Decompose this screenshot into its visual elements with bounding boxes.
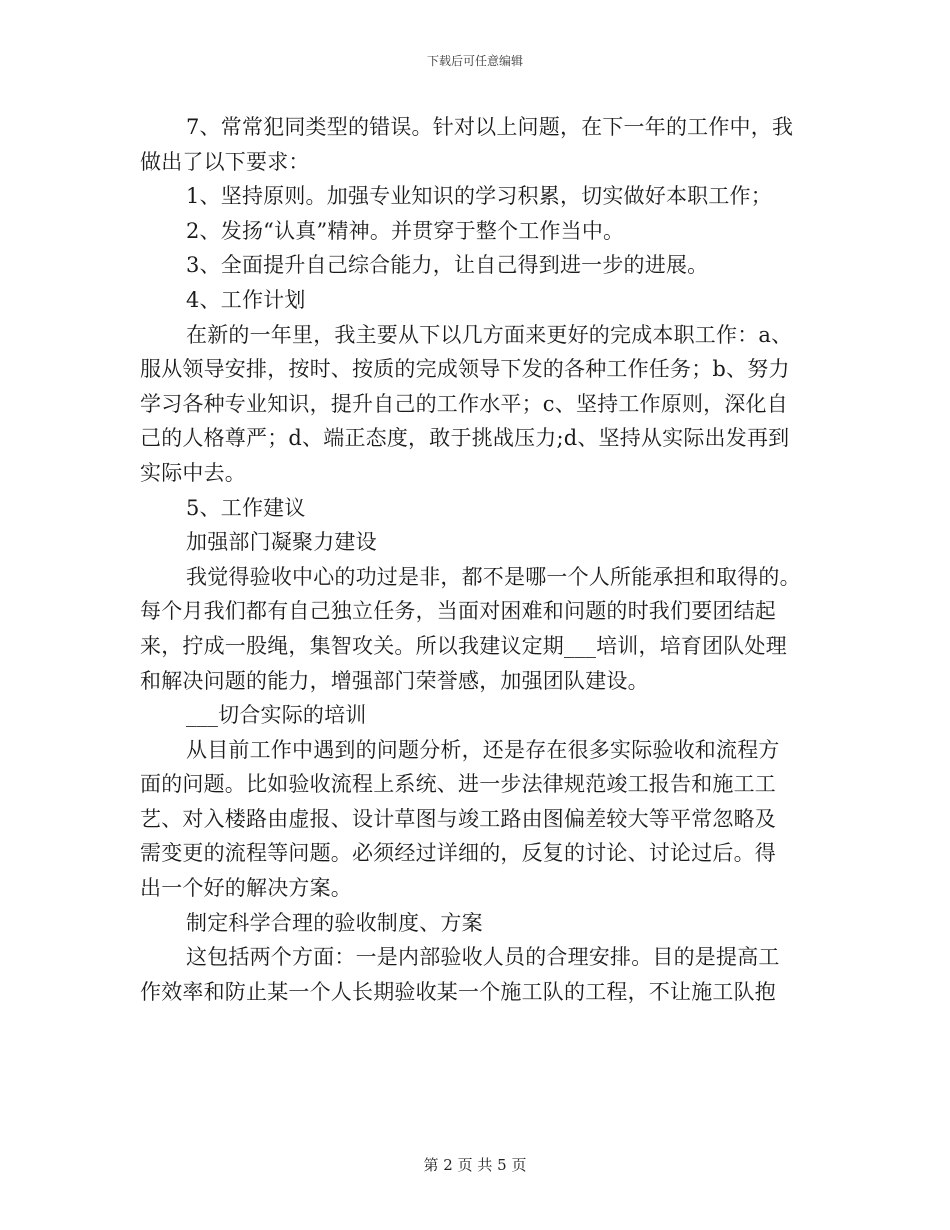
subsection-heading: ___切合实际的培训: [186, 703, 367, 728]
paragraph-line: 艺、对入楼路由虚报、设计草图与竣工路由图偏差较大等平常忽略及: [140, 806, 776, 831]
paragraph-line: 3、全面提升自己综合能力，让自己得到进一步的进展。: [186, 253, 709, 278]
paragraph-line: 作效率和防止某一个人长期验收某一个施工队的工程，不让施工队抱: [140, 979, 776, 1004]
page-header-note: 下载后可任意编辑: [426, 54, 523, 68]
paragraph-line: 1、坚持原则。加强专业知识的学习积累，切实做好本职工作；: [186, 184, 772, 209]
paragraph-line: 服从领导安排，按时、按质的完成领导下发的各种工作任务；b、努力: [140, 357, 790, 382]
paragraph-line: 这包括两个方面：一是内部验收人员的合理安排。目的是提高工: [186, 945, 780, 970]
subsection-heading: 加强部门凝聚力建设: [186, 530, 377, 555]
page-number-footer: 第 2 页 共 5 页: [423, 1156, 527, 1174]
paragraph-line: 我觉得验收中心的功过是非，都不是哪一个人所能承担和取得的。: [186, 564, 801, 589]
paragraph-line: 出一个好的解决方案。: [140, 876, 352, 901]
section-heading: 4、工作计划: [186, 287, 306, 312]
paragraph-line: 需变更的流程等问题。必须经过详细的，反复的讨论、讨论过后。得: [140, 841, 776, 866]
section-heading: 5、工作建议: [186, 495, 306, 520]
paragraph-line: 在新的一年里，我主要从下以几方面来更好的完成本职工作：a、: [186, 322, 793, 347]
paragraph-line: 从目前工作中遇到的问题分析，还是存在很多实际验收和流程方: [186, 737, 780, 762]
paragraph-line: 学习各种专业知识，提升自己的工作水平；c、坚持工作原则，深化自: [140, 391, 788, 416]
paragraph-line: 和解决问题的能力，增强部门荣誉感，加强团队建设。: [140, 668, 649, 693]
paragraph-line: 面的问题。比如验收流程上系统、进一步法律规范竣工报告和施工工: [140, 772, 776, 797]
paragraph-line: 每个月我们都有自己独立任务，当面对困难和问题的时我们要团结起: [140, 599, 776, 624]
paragraph-line: 己的人格尊严；d、端正态度，敢于挑战压力;d、坚持从实际出发再到: [140, 426, 790, 451]
paragraph-line: 来，拧成一股绳，集智攻关。所以我建议定期___培训，培育团队处理: [140, 633, 787, 658]
paragraph-line: 实际中去。: [140, 460, 246, 485]
document-body: [140, 104, 810, 1003]
paragraph-line: 7、常常犯同类型的错误。针对以上问题，在下一年的工作中，我: [186, 115, 794, 139]
subsection-heading: 制定科学合理的验收制度、方案: [186, 910, 483, 935]
paragraph-line: 做出了以下要求：: [140, 149, 310, 174]
paragraph-line: 2、发扬“认真”精神。并贯穿于整个工作当中。: [186, 218, 625, 243]
